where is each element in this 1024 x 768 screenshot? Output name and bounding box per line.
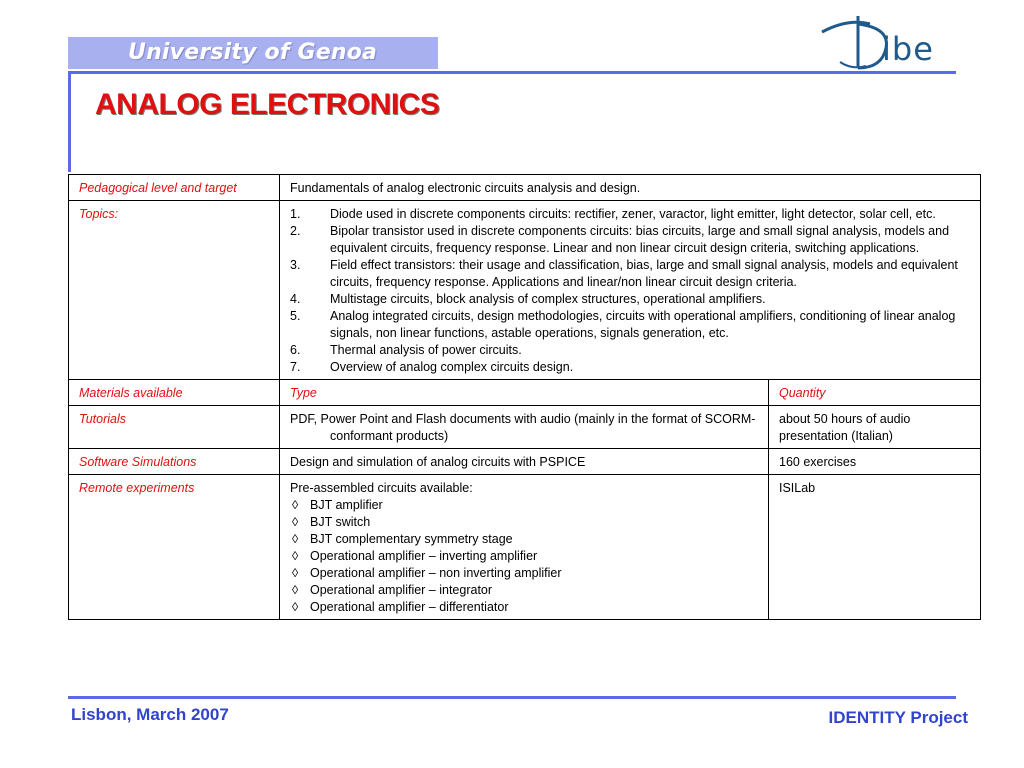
table-row <box>69 475 981 620</box>
type-cell <box>280 475 769 620</box>
university-banner <box>68 37 438 69</box>
table-row <box>69 175 981 201</box>
list-item: 1. Diode used in discrete components circuits: rectifier, zener, varactor, light emitter, light detector, solar cell, etc. <box>290 207 936 221</box>
header-side-rule <box>68 71 71 172</box>
topics-cell <box>280 201 981 380</box>
list-item: 7. Overview of analog complex circuits design. <box>290 360 574 374</box>
type-header: Type <box>280 380 769 406</box>
quantity-header: Quantity <box>769 380 981 406</box>
remote-list <box>290 497 758 616</box>
list-item: 4. Multistage circuits, block analysis of complex structures, operational amplifiers. <box>290 292 766 306</box>
type-cell: PDF, Power Point and Flash documents with audio (mainly in the format of SCORM-conformant products) <box>280 406 769 449</box>
footer-location-date: Lisbon, March 2007 <box>71 705 229 724</box>
list-item: 6. Thermal analysis of power circuits. <box>290 343 522 357</box>
table-header-row <box>69 380 981 406</box>
quantity-cell: about 50 hours of audio presentation (Italian) <box>769 406 981 449</box>
list-item: ◊ BJT switch <box>290 514 758 531</box>
list-item: ◊ Operational amplifier – differentiator <box>290 599 758 616</box>
row-value: Fundamentals of analog electronic circuits analysis and design. <box>280 175 981 201</box>
remote-intro: Pre-assembled circuits available: <box>290 481 473 495</box>
materials-header-label: Materials available <box>69 380 280 406</box>
list-item: ◊ Operational amplifier – integrator <box>290 582 758 599</box>
university-name: University of Genoa <box>128 40 378 65</box>
row-label: Pedagogical level and target <box>69 175 280 201</box>
list-item: 2. Bipolar transistor used in discrete components circuits: bias circuits, large and small signal analysis, models and equivalent circuits, frequency response. Linear and non linear circuit design criteria, switching applications. <box>290 224 950 255</box>
list-item: ◊ Operational amplifier – non inverting amplifier <box>290 565 758 582</box>
list-item: 3. Field effect transistors: their usage and classification, bias, large and small signal analysis, models and equivalent circuits, frequency response. Applications and linear/non linear circuit design criteria. <box>290 258 958 289</box>
row-label: Remote experiments <box>69 475 280 620</box>
list-item: ◊ BJT complementary symmetry stage <box>290 531 758 548</box>
table-row <box>69 201 981 380</box>
row-label: Topics: <box>69 201 280 380</box>
quantity-cell: 160 exercises <box>769 449 981 475</box>
table-row <box>69 449 981 475</box>
type-cell: Design and simulation of analog circuits with PSPICE <box>280 449 769 475</box>
page-title: ANALOG ELECTRONICS <box>95 88 440 121</box>
footer-rule <box>68 696 956 699</box>
topics-list <box>290 206 970 376</box>
footer-project: IDENTITY Project <box>828 708 968 727</box>
list-item: 5. Analog integrated circuits, design methodologies, circuits with operational amplifiers, conditioning of linear analog signals, non linear functions, astable operations, signals generation, etc. <box>290 309 956 340</box>
row-label: Software Simulations <box>69 449 280 475</box>
list-item: ◊ BJT amplifier <box>290 497 758 514</box>
course-table <box>68 174 981 620</box>
quantity-cell: ISILab <box>769 475 981 620</box>
logo-text: ibe <box>882 30 934 68</box>
table-row <box>69 406 981 449</box>
list-item: ◊ Operational amplifier – inverting amplifier <box>290 548 758 565</box>
row-label: Tutorials <box>69 406 280 449</box>
